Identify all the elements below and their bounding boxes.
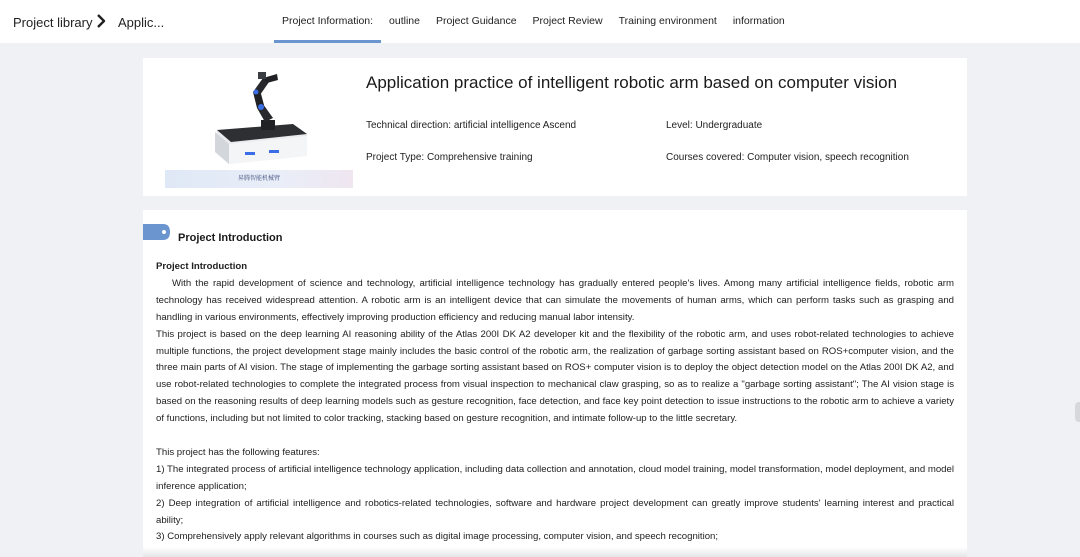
chevron-right-icon: [96, 14, 106, 28]
features-intro: This project has the following features:: [156, 446, 320, 458]
intro-paragraph-2: This project is based on the deep learning AI reasoning ability of the Atlas 200I DK A2 developer kit and the flexibility of the robotic arm, and uses robot-related technologies to achieve multiple functions, the project development stage mainly includes the basic control of the robotic arm, the realization of garbage sorting assistant based on ROS+computer vision, and the three main parts of AI vision. The stage of implementing the garbage sorting assistant based on ROS+ computer vision is to deploy the object detection model on the Atlas 200I DK A2, and use robot-related technologies to complete the integrated process from visual inspection to mechanical claw grasping, so as to realize a "garbage sorting assistant"; The AI vision stage is based on the reasoning results of deep learning models such as gesture recognition, face detection, and face key point detection to issue instructions to the robotic arm to achieve a variety of functions, including but not limited to color tracking, stacking based on gesture recognition, and intimate follow-up to the little secretary.: [156, 328, 954, 425]
technical-direction: Technical direction: artificial intelligence Ascend: [366, 120, 577, 131]
tab-training-environment[interactable]: Training environment: [618, 15, 717, 27]
intro-paragraph-1: With the rapid development of science and technology, artificial intelligence technology has gradually entered people's lives. Among many artificial intelligence fields, robotic arm technology has received widespread attention. A robotic arm is an intelligent device that can simulate the movements of human arms, which can perform tasks such as grasping and handling in various environments, effectively improving production efficiency and reducing manual labor intensity.: [156, 277, 954, 323]
tab-bar: [274, 0, 793, 43]
tab-project-information[interactable]: Project Information:: [274, 0, 381, 43]
tab-information[interactable]: information: [732, 15, 785, 27]
section-title: Project Introduction: [178, 232, 283, 244]
project-introduction-panel: [143, 210, 967, 557]
introduction-body: [156, 259, 954, 546]
project-title: Application practice of intelligent robotic arm based on computer vision: [366, 73, 898, 92]
tab-project-guidance[interactable]: Project Guidance: [436, 15, 517, 27]
image-caption-banner: 昇腾智能机械臂: [165, 170, 353, 188]
breadcrumb-current: Applic...: [118, 15, 165, 30]
feature-item: 2) Deep integration of artificial intelligence and robotics-related technologies, software and hardware project development can greatly improve students' learning interest and practical ability;: [156, 497, 954, 526]
intro-subheading: Project Introduction: [156, 261, 248, 272]
tab-outline[interactable]: outline: [389, 15, 420, 27]
scroll-handle[interactable]: [1075, 402, 1080, 422]
breadcrumb-project-library[interactable]: Project library: [13, 15, 93, 30]
section-flag-icon: [143, 224, 170, 240]
top-nav-bar: [0, 0, 1080, 43]
feature-item: 1) The integrated process of artificial intelligence technology application, including data collection and annotation, cloud model training, model transformation, model deployment, and model inference application;: [156, 463, 954, 492]
project-info-card: [143, 58, 967, 196]
project-level: Level: Undergraduate: [666, 120, 763, 131]
feature-item: 3) Comprehensively apply relevant algorithms in courses such as digital image processing, computer vision, and speech recognition;: [156, 531, 719, 543]
project-type: Project Type: Comprehensive training: [366, 152, 533, 163]
courses-covered: Courses covered: Computer vision, speech recognition: [666, 152, 909, 163]
tab-project-review[interactable]: Project Review: [532, 15, 603, 27]
